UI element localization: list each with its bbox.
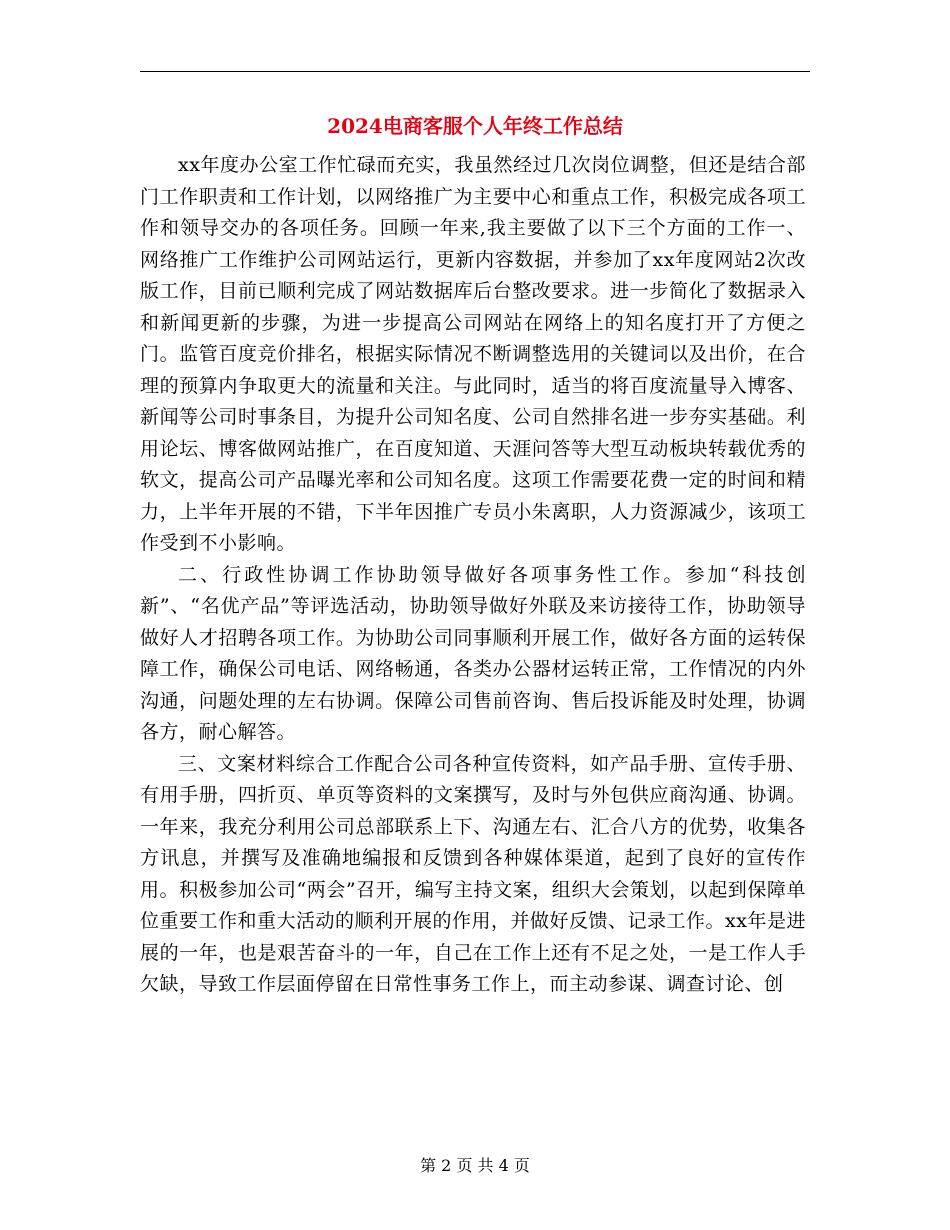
paragraph-3: 三、文案材料综合工作配合公司各种宣传资料，如产品手册、宣传手册、有用手册，四折页、单页等资料的文案撰写，及时与外包供应商沟通、协调。一年来，我充分利用公司总部联系上下、沟通左右、汇合八方的优势，收集各方讯息，并撰写及准确地编报和反馈到各种媒体渠道，起到了良好的宣传作用。积极参加公司“两会”召开，编写主持文案，组织大会策划，以起到保障单位重要工作和重大活动的顺利开展的作用，并做好反馈、记录工作。xx年是进展的一年，也是艰苦奋斗的一年，自己在工作上还有不足之处，一是工作人手欠缺，导致工作层面停留在日常性事务工作上，而主动参谋、调查讨论、创 xyxy=(140,752,806,995)
paragraph-2: 二、行政性协调工作协助领导做好各项事务性工作。参加“科技创新”、“名优产品”等评选活动，协助领导做好外联及来访接待工作，协助领导做好人才招聘各项工作。为协助公司同事顺利开展工作，做好各方面的运转保障工作，确保公司电话、网络畅通，各类办公器材运转正常，工作情况的内外沟通，问题处理的左右协调。保障公司售前咨询、售后投诉能及时处理，协调各方，耐心解答。 xyxy=(140,563,806,743)
page-number: 第 2 页 共 4 页 xyxy=(420,1156,530,1175)
paragraph-1: xx年度办公室工作忙碌而充实，我虽然经过几次岗位调整，但还是结合部门工作职责和工作计划，以网络推广为主要中心和重点工作，积极完成各项工作和领导交办的各项任务。回顾一年来,我主要做了以下三个方面的工作一、网络推广工作维护公司网站运行，更新内容数据，并参加了xx年度网站2次改版工作，目前已顺利完成了网站数据库后台整改要求。进一步简化了数据录入和新闻更新的步骤，为进一步提高公司网站在网络上的知名度打开了方便之门。监管百度竞价排名，根据实际情况不断调整选用的关键词以及出价，在合理的预算内争取更大的流量和关注。与此同时，适当的将百度流量导入博客、新闻等公司时事条目，为提升公司知名度、公司自然排名进一步夯实基础。利用论坛、博客做网站推广，在百度知道、天涯问答等大型互动板块转载优秀的软文，提高公司产品曝光率和公司知名度。这项工作需要花费一定的时间和精力，上半年开展的不错，下半年因推广专员小朱离职，人力资源减少，该项工作受到不小影响。 xyxy=(140,154,806,554)
document-title: 2024电商客服个人年终工作总结 xyxy=(327,114,623,138)
document-body xyxy=(140,150,806,1001)
page-footer xyxy=(0,1154,950,1178)
header-rule xyxy=(140,71,810,72)
